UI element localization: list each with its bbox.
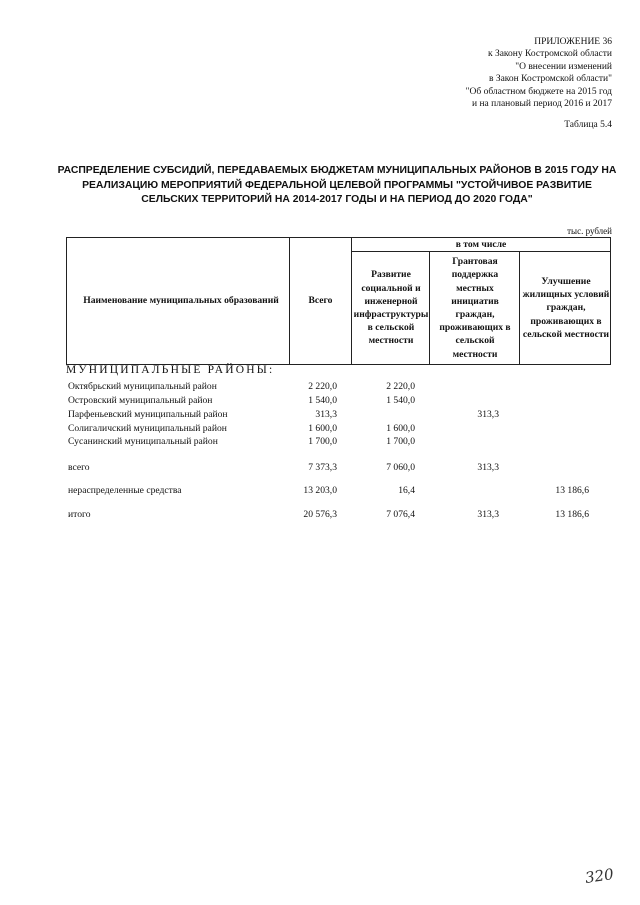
appendix-line: ПРИЛОЖЕНИЕ 36: [534, 37, 612, 47]
cell-development: 7 076,4: [386, 509, 415, 520]
appendix-line: и на плановый период 2016 и 2017: [472, 99, 612, 110]
table-number: Таблица 5.4: [564, 120, 612, 130]
cell-grant: 313,3: [477, 462, 499, 473]
table-row-total: [66, 509, 611, 523]
table-row: [66, 436, 611, 450]
header-group: в том числе: [455, 238, 507, 250]
cell-name: Парфеньевский муниципальный район: [68, 409, 228, 420]
header-grant: Грантовая поддержка местных инициатив граждан, проживающих в сельской местности: [439, 256, 511, 360]
appendix-line: в Закон Костромской области": [488, 74, 612, 85]
cell-development: 7 060,0: [386, 462, 415, 473]
table-header: [66, 237, 611, 365]
table-row: [66, 395, 611, 409]
cell-total: 1 600,0: [308, 423, 337, 434]
appendix-line: "О внесении изменений: [515, 61, 612, 72]
cell-development: 1 540,0: [386, 395, 415, 406]
title-line: СЕЛЬСКИХ ТЕРРИТОРИЙ НА 2014-2017 ГОДЫ И НА ПЕРИОД ДО 2020 ГОДА": [141, 194, 533, 205]
cell-development: 1 700,0: [386, 436, 415, 447]
page-number: 320: [584, 865, 616, 887]
cell-total: 20 576,3: [303, 509, 337, 520]
cell-total: 2 220,0: [308, 381, 337, 392]
appendix-line: к Закону Костромской области: [487, 49, 612, 60]
table-row-unallocated: [66, 485, 611, 499]
cell-total: 7 373,3: [308, 462, 337, 473]
divider: [351, 238, 352, 364]
cell-name: нераспределенные средства: [68, 485, 182, 496]
header-housing: Улучшение жилищных условий граждан, проживающих в сельской местности: [522, 275, 610, 340]
header-development: Развитие социальной и инженерной инфраструктуры в сельской местности: [353, 269, 429, 347]
cell-total: 13 203,0: [303, 485, 337, 496]
document-title: [52, 164, 622, 208]
cell-housing: 13 186,6: [555, 509, 589, 520]
title-line: РЕАЛИЗАЦИЮ МЕРОПРИЯТИЙ ФЕДЕРАЛЬНОЙ ЦЕЛЕВОЙ ПРОГРАММЫ "УСТОЙЧИВОЕ РАЗВИТИЕ: [82, 179, 592, 191]
cell-name: Октябрьский муниципальный район: [68, 381, 217, 392]
table-row: [66, 409, 611, 423]
divider: [429, 252, 430, 364]
cell-housing: 13 186,6: [555, 485, 589, 496]
table-row: [66, 423, 611, 437]
cell-grant: 313,3: [477, 409, 499, 420]
header-total: Всего: [308, 295, 333, 307]
section-label: МУНИЦИПАЛЬНЫЕ РАЙОНЫ:: [66, 364, 275, 376]
cell-development: 16,4: [398, 485, 415, 496]
cell-name: Островский муниципальный район: [68, 395, 213, 406]
header-name: Наименование муниципальных образований: [83, 295, 279, 307]
cell-name: Солигаличский муниципальный район: [68, 423, 227, 434]
cell-total: 313,3: [315, 409, 337, 420]
appendix-line: "Об областном бюджете на 2015 год: [465, 86, 612, 97]
table-row-subtotal: [66, 462, 611, 476]
cell-total: 1 700,0: [308, 436, 337, 447]
cell-development: 2 220,0: [386, 381, 415, 392]
units-label: тыс. рублей: [567, 226, 612, 236]
cell-development: 1 600,0: [386, 423, 415, 434]
appendix-reference: [466, 36, 612, 110]
cell-name: итого: [68, 509, 91, 520]
table-row: [66, 381, 611, 395]
cell-grant: 313,3: [477, 509, 499, 520]
cell-name: всего: [68, 462, 90, 473]
title-line: РАСПРЕДЕЛЕНИЕ СУБСИДИЙ, ПЕРЕДАВАЕМЫХ БЮДЖЕТАМ МУНИЦИПАЛЬНЫХ РАЙОНОВ В 2015 ГОДУ НА: [57, 165, 617, 176]
cell-total: 1 540,0: [308, 395, 337, 406]
divider: [519, 252, 520, 364]
cell-name: Сусанинский муниципальный район: [68, 436, 218, 447]
